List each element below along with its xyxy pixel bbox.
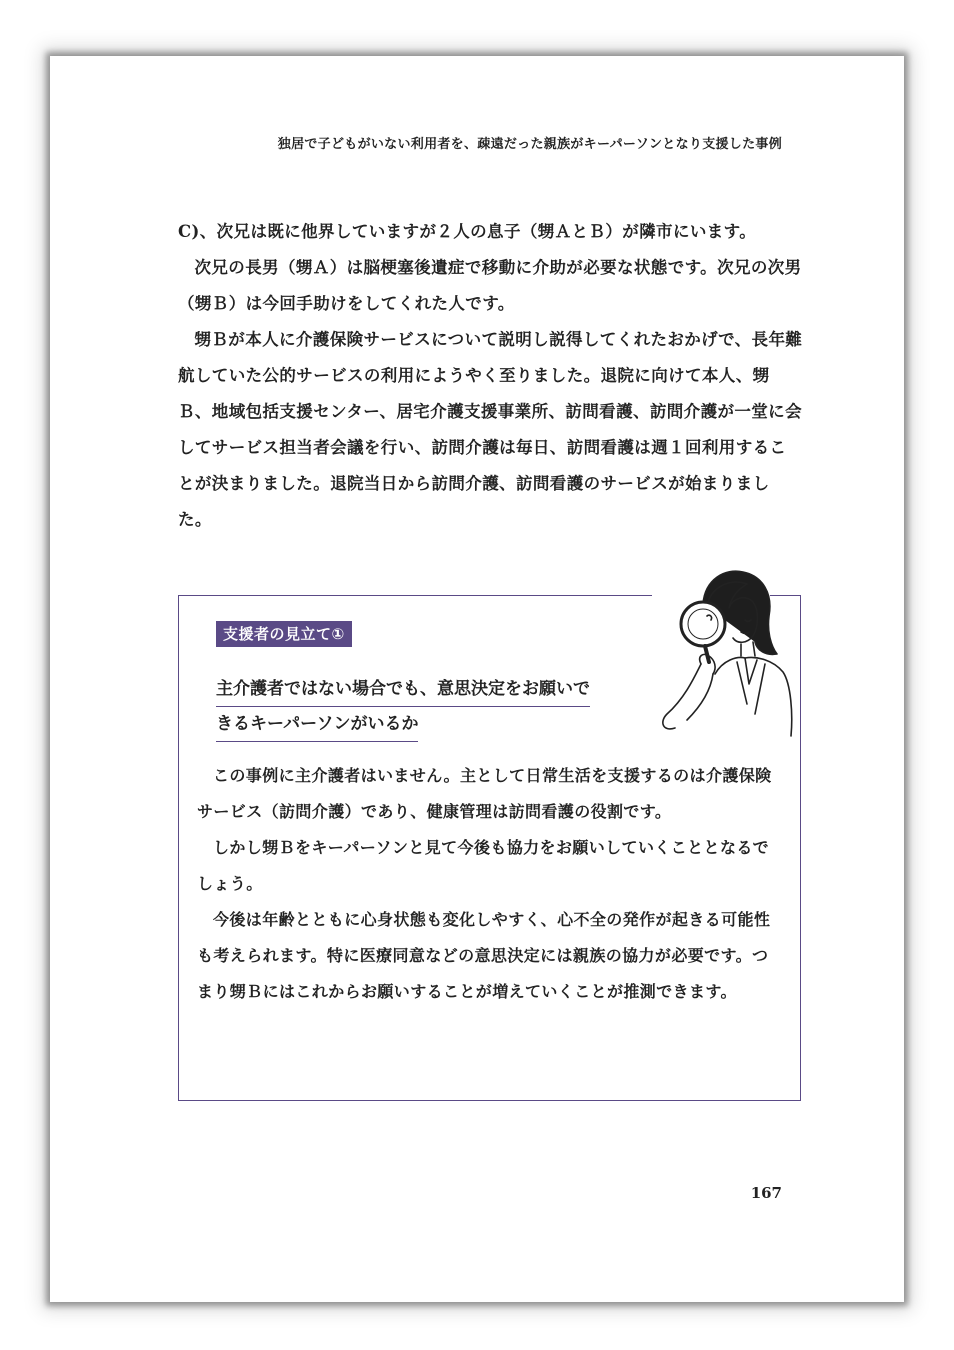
paragraph: この事例に主介護者はいません。主として日常生活を支援するのは介護保険サービス（訪問介護）であり、健康管理は訪問看護の役割です。 (197, 766, 772, 821)
paragraph: 甥Ｂが本人に介護保険サービスについて説明し説得してくれたおかげで、長年難航していた公的サービスの利用にようやく至りました。退院に向けて本人、甥Ｂ、地域包括支援センター、居宅介護支援事業所、訪問看護、訪問介護が一堂に会してサービス担当者会議を行い、訪問介護は毎日、訪問看護は週１回利用することが決まりました。退院当日から訪問介護、訪問看護のサービスが始まりました。 (178, 330, 803, 529)
box-body (197, 758, 782, 1010)
main-text (178, 214, 803, 538)
assessment-box (178, 595, 801, 1101)
page-number: 167 (750, 1184, 782, 1202)
woman-with-magnifier-illustration (645, 564, 795, 740)
heading-line: きるキーパーソンがいるか (216, 708, 418, 742)
paragraph: 次兄の長男（甥Ａ）は脳梗塞後遺症で移動に介助が必要な状態です。次兄の次男（甥Ｂ）は今回手助けをしてくれた人です。 (178, 258, 802, 313)
paragraph: 今後は年齢とともに心身状態も変化しやすく、心不全の発作が起きる可能性も考えられます。特に医療同意などの意思決定には親族の協力が必要です。つまり甥Ｂにはこれからお願いすることが増えていくことが推測できます。 (197, 910, 771, 1001)
box-label: 支援者の見立て① (216, 621, 352, 647)
paragraph: しかし甥Ｂをキーパーソンと見て今後も協力をお願いしていくこととなるでしょう。 (197, 838, 770, 893)
book-page (50, 56, 904, 1302)
box-heading (216, 672, 636, 742)
heading-line: 主介護者ではない場合でも、意思決定をお願いで (216, 673, 590, 707)
running-header: 独居で子どもがいない利用者を、疎遠だった親族がキーパーソンとなり支援した事例 (277, 137, 782, 152)
paragraph: C)、次兄は既に他界していますが２人の息子（甥ＡとＢ）が隣市にいます。 (178, 222, 757, 241)
